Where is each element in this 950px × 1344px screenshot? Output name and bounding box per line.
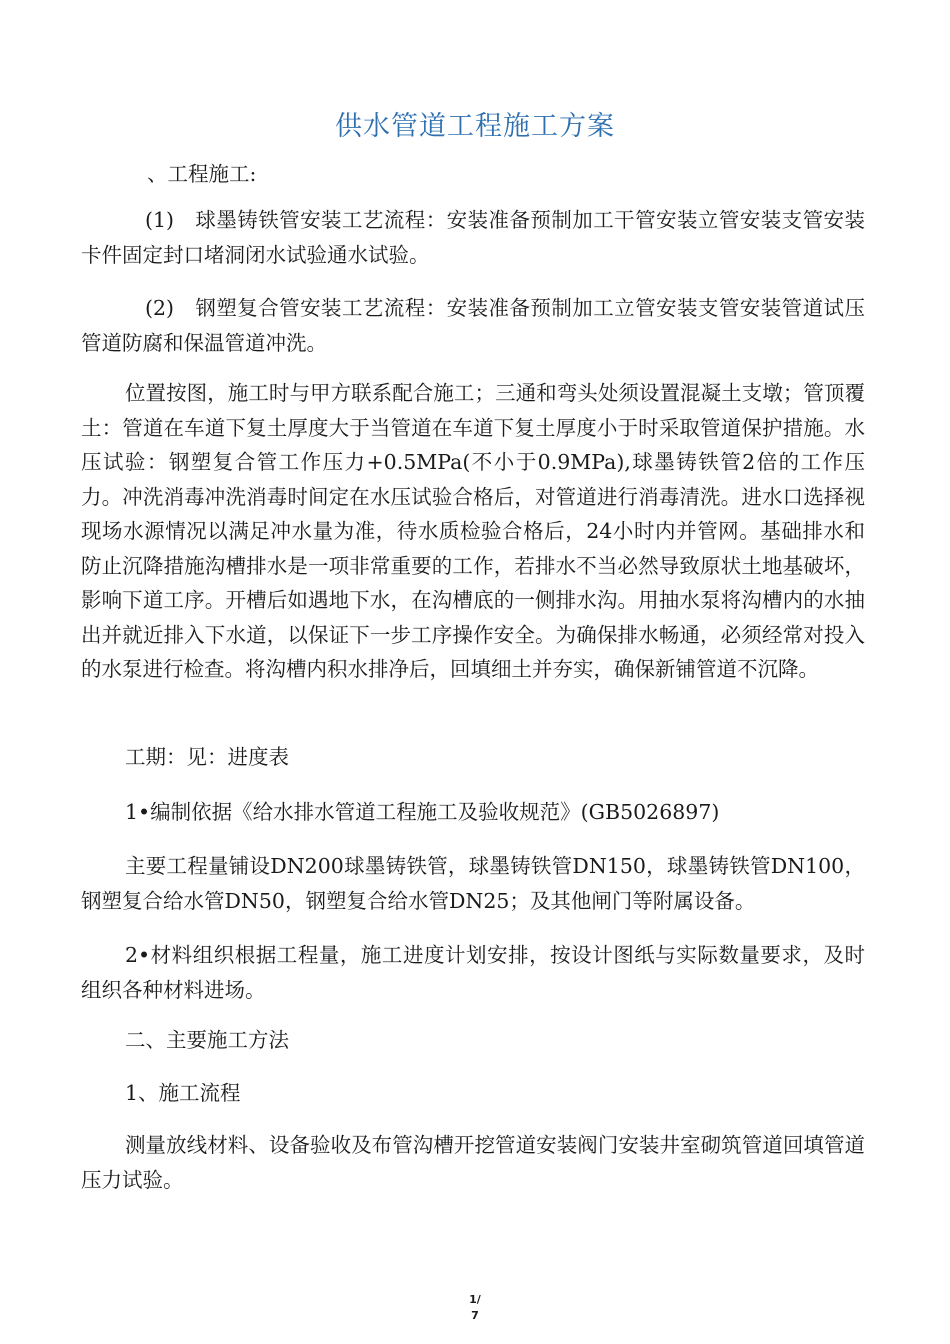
page-number-bottom: 7	[471, 1309, 479, 1322]
paragraph-schedule: 工期：见：进度表	[125, 745, 289, 769]
paragraph-steel-plastic-process: (2) 钢塑复合管安装工艺流程：安装准备预制加工立管安装支管安装管道试压管道防腐和保温管道冲洗。	[81, 296, 865, 355]
section-heading-construction: 、工程施工:	[147, 162, 257, 186]
paragraph-process-flow: 测量放线材料、设备验收及布管沟槽开挖管道安装阀门安装井室砌筑管道回填管道压力试验。	[81, 1133, 865, 1192]
paragraph-materials: 2•材料组织根据工程量，施工进度计划安排，按设计图纸与实际数量要求，及时组织各种材料进场。	[81, 943, 865, 1002]
subheading-process: 1、施工流程	[125, 1081, 241, 1105]
document-title: 供水管道工程施工方案	[335, 111, 615, 142]
paragraph-construction-details: 位置按图，施工时与甲方联系配合施工；三通和弯头处须设置混凝土支墩；管顶覆土：管道在车道下复土厚度大于当管道在车道下复土厚度小于时采取管道保护措施。水压试验：钢塑复合管工作压力+0.5MPa(不小于0.9MPa),球墨铸铁管2倍的工作压力。冲洗消毒冲洗消毒时间定在水压试验合格后，对管道进行消毒清洗。进水口选择视现场水源情况以满足冲水量为准，待水质检验合格后，24小时内并管网。基础排水和防止沉降措施沟槽排水是一项非常重要的工作，若排水不当必然导致原状土地基破坏，影响下道工序。开槽后如遇地下水，在沟槽底的一侧排水沟。用抽水泵将沟槽内的水抽出并就近排入下水道，以保证下一步工序操作安全。为确保排水畅通，必须经常对投入的水泵进行检查。将沟槽内积水排净后，回填细土并夯实，确保新铺管道不沉降。	[81, 381, 865, 681]
section-heading-methods: 二、主要施工方法	[125, 1028, 289, 1052]
paragraph-ductile-iron-process: (1) 球墨铸铁管安装工艺流程：安装准备预制加工干管安装立管安装支管安装卡件固定封口堵洞闭水试验通水试验。	[81, 208, 865, 267]
paragraph-basis: 1•编制依据《给水排水管道工程施工及验收规范》(GB5026897)	[125, 800, 720, 824]
page-number-top: 1/	[469, 1293, 481, 1306]
paragraph-quantities: 主要工程量铺设DN200球墨铸铁管，球墨铸铁管DN150，球墨铸铁管DN100，钢塑复合给水管DN50，钢塑复合给水管DN25；及其他闸门等附属设备。	[81, 854, 865, 913]
